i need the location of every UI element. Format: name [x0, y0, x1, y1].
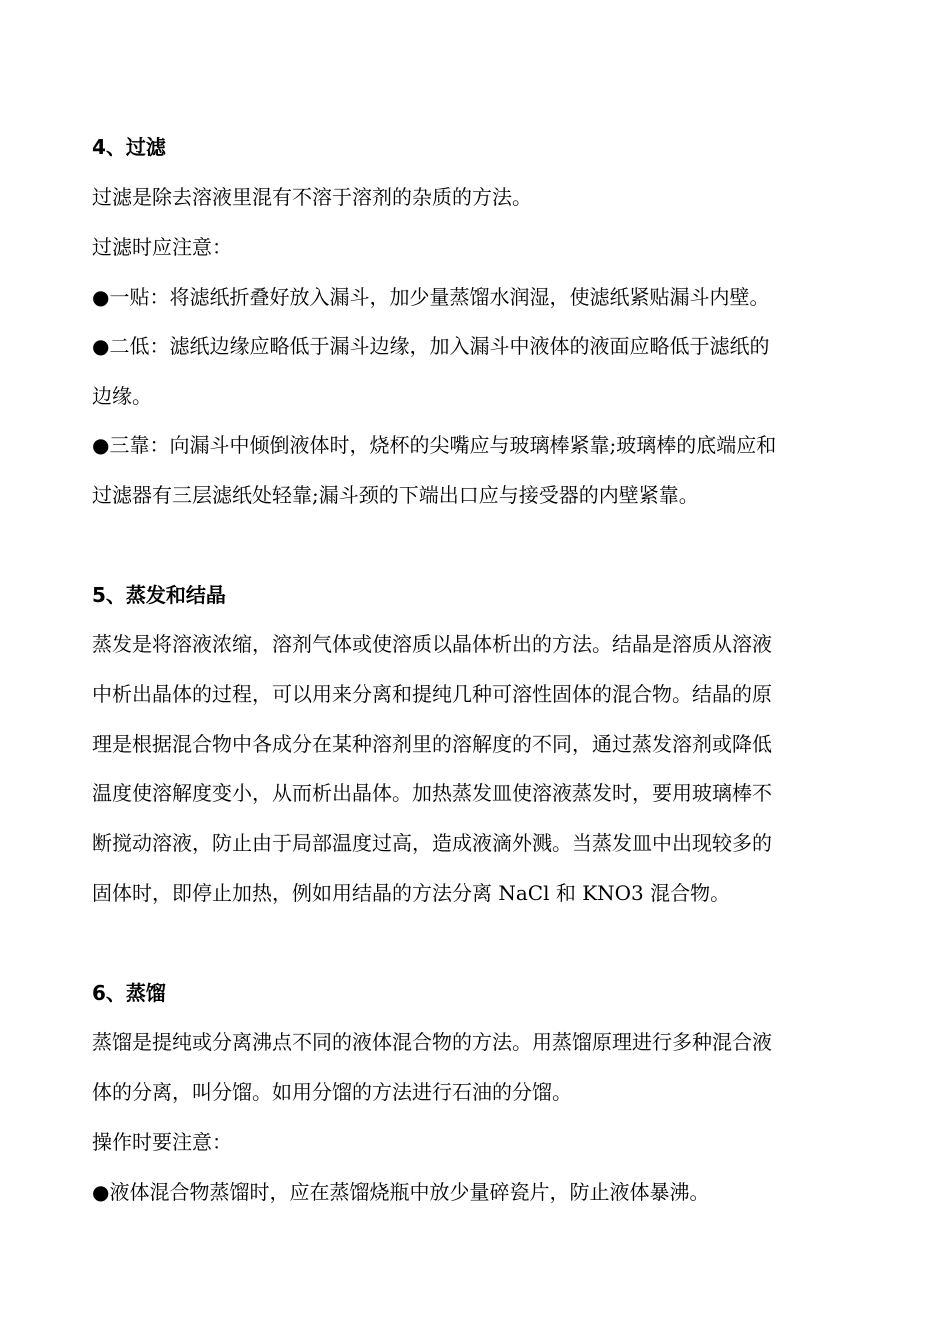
paragraph-line: 理是根据混合物中各成分在某种溶剂里的溶解度的不同，通过蒸发溶剂或降低: [92, 732, 772, 756]
section-heading-distillation: 6、蒸馏: [92, 981, 166, 1005]
paragraph-line: 体的分离，叫分馏。如用分馏的方法进行石油的分馏。: [92, 1080, 572, 1104]
paragraph-line: 过滤时应注意：: [92, 235, 232, 259]
paragraph-line: 断搅动溶液，防止由于局部温度过高，造成液滴外溅。当蒸发皿中出现较多的: [92, 831, 772, 855]
bullet-line: ●一贴：将滤纸折叠好放入漏斗，加少量蒸馏水润湿，使滤纸紧贴漏斗内壁。: [92, 285, 770, 309]
bullet-line: ●三靠：向漏斗中倾倒液体时，烧杯的尖嘴应与玻璃棒紧靠;玻璃棒的底端应和: [92, 433, 777, 457]
paragraph-line: 过滤器有三层滤纸处轻靠;漏斗颈的下端出口应与接受器的内壁紧靠。: [92, 483, 699, 507]
section-heading-evaporation: 5、蒸发和结晶: [92, 583, 226, 607]
bullet-line: ●二低：滤纸边缘应略低于漏斗边缘，加入漏斗中液体的液面应略低于滤纸的: [92, 334, 770, 358]
paragraph-line: 温度使溶解度变小，从而析出晶体。加热蒸发皿使溶液蒸发时，要用玻璃棒不: [92, 781, 772, 805]
bullet-line: ●液体混合物蒸馏时，应在蒸馏烧瓶中放少量碎瓷片，防止液体暴沸。: [92, 1180, 710, 1204]
paragraph-line: 蒸发是将溶液浓缩，溶剂气体或使溶质以晶体析出的方法。结晶是溶质从溶液: [92, 632, 772, 656]
paragraph-line: 边缘。: [92, 384, 152, 408]
paragraph-line: 操作时要注意：: [92, 1130, 232, 1154]
paragraph-line: 固体时，即停止加热，例如用结晶的方法分离 NaCl 和 KNO3 混合物。: [92, 881, 731, 905]
paragraph-line: 中析出晶体的过程，可以用来分离和提纯几种可溶性固体的混合物。结晶的原: [92, 682, 772, 706]
paragraph-line: 蒸馏是提纯或分离沸点不同的液体混合物的方法。用蒸馏原理进行多种混合液: [92, 1030, 772, 1054]
section-heading-filtration: 4、过滤: [92, 135, 166, 159]
paragraph-line: 过滤是除去溶液里混有不溶于溶剂的杂质的方法。: [92, 185, 532, 209]
